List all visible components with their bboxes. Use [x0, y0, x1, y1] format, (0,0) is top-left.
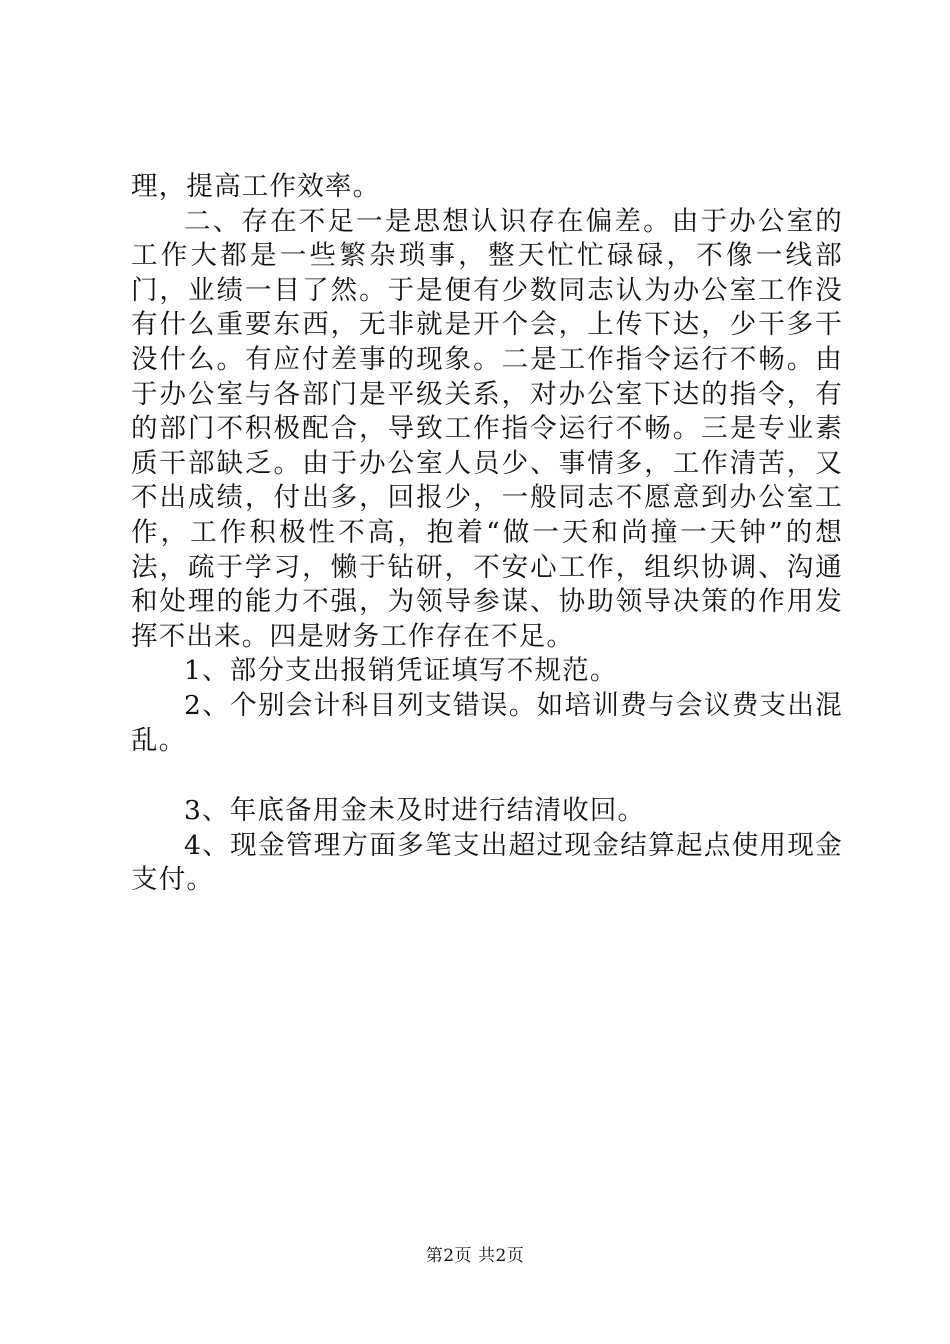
paragraph-shortcomings: 二、存在不足一是思想认识存在偏差。由于办公室的工作大都是一些繁杂琐事，整天忙忙碌碌，不像一线部门，业绩一目了然。于是便有少数同志认为办公室工作没有什么重要东西，无非就是开个会，上传下达，少干多干没什么。有应付差事的现象。二是工作指令运行不畅。由于办公室与各部门是平级关系，对办公室下达的指令，有的部门不积极配合，导致工作指令运行不畅。三是专业素质干部缺乏。由于办公室人员少、事情多，工作清苦，又不出成绩，付出多，回报少，一般同志不愿意到办公室工作，工作积极性不高，抱着“做一天和尚撞一天钟”的想法，疏于学习，懒于钻研，不安心工作，组织协调、沟通和处理的能力不强，为领导参谋、协助领导决策的作用发挥不出来。四是财务工作存在不足。 [131, 205, 843, 652]
page-number-footer: 第2页 共2页 [425, 1246, 525, 1266]
blank-line [131, 758, 843, 794]
list-item-3: 3、年底备用金未及时进行结清收回。 [184, 795, 646, 827]
document-body [131, 170, 843, 898]
list-item-2: 2、个别会计科目列支错误。如培训费与会议费支出混乱。 [131, 689, 843, 756]
list-item-1: 1、部分支出报销凭证填写不规范。 [184, 655, 618, 687]
list-item-4: 4、现金管理方面多笔支出超过现金结算起点使用现金支付。 [131, 829, 843, 896]
paragraph-continuation: 理，提高工作效率。 [131, 171, 381, 202]
